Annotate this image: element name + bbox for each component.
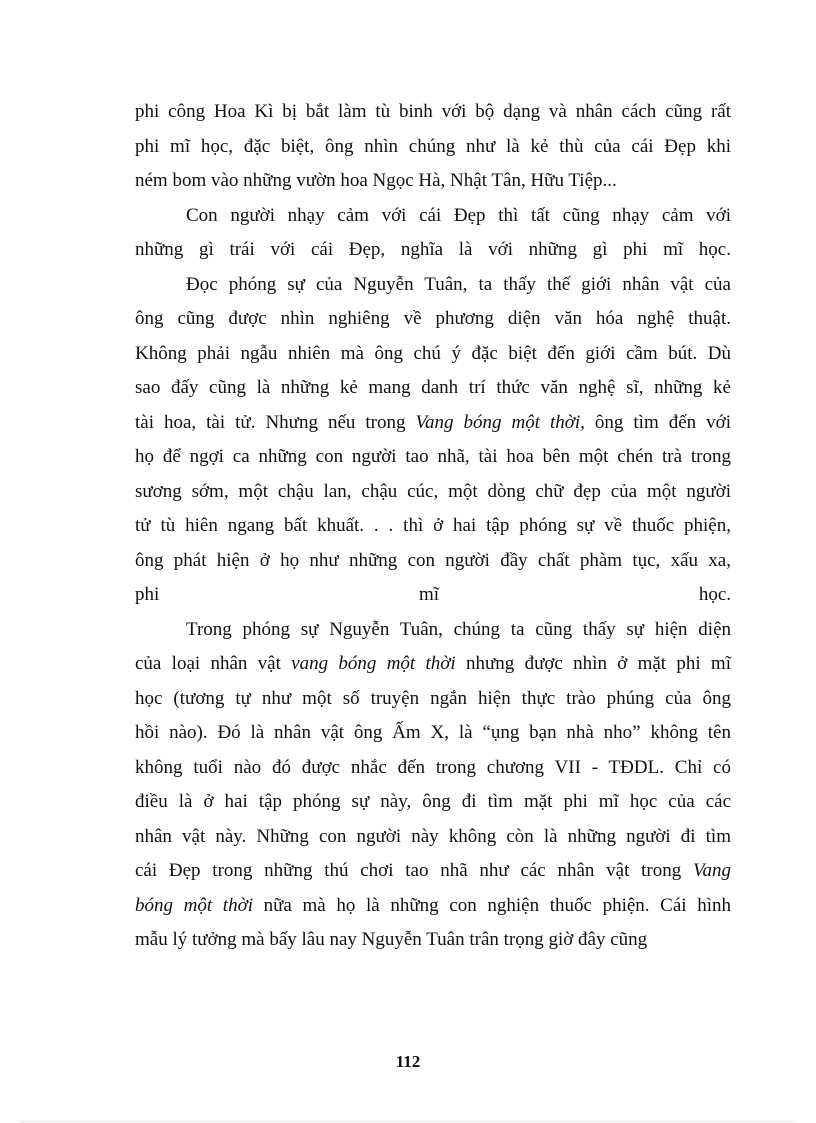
italic-title: vang bóng một thời: [291, 653, 456, 674]
text-line: những gì trái với cái Đẹp, nghĩa là với những gì phi mĩ học.: [135, 239, 731, 260]
page-number: 112: [395, 1052, 421, 1071]
text-line-spread: phi mĩ học.: [135, 584, 731, 605]
text-line: ông phát hiện ở họ như những con người đầy chất phàm tục, xấu xa,: [135, 549, 731, 571]
footer-divider: [20, 1121, 796, 1122]
text-line: Đọc phóng sự của Nguyễn Tuân, ta thấy thế giới nhân vật của: [186, 273, 731, 295]
italic-title: Vang bóng một thời,: [415, 411, 585, 433]
text-line: sương sớm, một chậu lan, chậu cúc, một dòng chữ đẹp của một người: [135, 480, 731, 502]
text-line: bóng một thời nữa mà họ là những con nghiện thuốc phiện. Cái hình: [135, 894, 731, 916]
italic-title: Vang: [693, 860, 731, 881]
text-line: nhân vật này. Những con người này không còn là những người đi tìm: [135, 825, 731, 847]
text-line: ném bom vào những vườn hoa Ngọc Hà, Nhật Tân, Hữu Tiệp...: [135, 170, 617, 191]
text-line: Trong phóng sự Nguyễn Tuân, chúng ta cũng thấy sự hiện diện: [186, 618, 731, 640]
text-line: của loại nhân vật vang bóng một thời nhưng được nhìn ở mặt phi mĩ: [135, 653, 731, 674]
italic-title: bóng một thời: [135, 894, 253, 916]
text-line: tử tù hiên ngang bất khuất. . . thì ở hai tập phóng sự về thuốc phiện,: [135, 515, 731, 536]
text-line: học (tương tự như một số truyện ngắn hiện thực trào phúng của ông: [135, 687, 731, 709]
text-line: mẫu lý tưởng mà bấy lâu nay Nguyễn Tuân trân trọng giờ đây cũng: [135, 929, 648, 950]
text-line: cái Đẹp trong những thú chơi tao nhã như các nhân vật trong Vang: [135, 860, 731, 881]
text-line: sao đấy cũng là những kẻ mang danh trí thức văn nghệ sĩ, những kẻ: [135, 377, 731, 398]
text-line: Không phải ngẫu nhiên mà ông chú ý đặc biệt đến giới cầm bút. Dù: [135, 342, 731, 364]
text-line: phi mĩ học, đặc biệt, ông nhìn chúng như là kẻ thù của cái Đẹp khi: [135, 135, 731, 157]
text-line: tài hoa, tài tử. Nhưng nếu trong Vang bóng một thời, ông tìm đến với: [135, 411, 731, 433]
text-line: phi công Hoa Kì bị bắt làm tù binh với bộ dạng và nhân cách cũng rất: [135, 101, 731, 122]
text-line: hồi nào). Đó là nhân vật ông Ấm X, là “ụng bạn nhà nho” không tên: [135, 722, 731, 743]
text-line: ông cũng được nhìn nghiêng về phương diện văn hóa nghệ thuật.: [135, 308, 731, 329]
text-line: điều là ở hai tập phóng sự này, ông đi tìm mặt phi mĩ học của các: [135, 791, 731, 812]
text-line: Con người nhạy cảm với cái Đẹp thì tất cũng nhạy cảm với: [186, 204, 731, 226]
body-text: [135, 95, 731, 958]
text-line: không tuổi nào đó được nhắc đến trong chương VII - TĐDL. Chỉ có: [135, 756, 731, 778]
text-line: họ để ngợi ca những con người tao nhã, tài hoa bên một chén trà trong: [135, 446, 731, 467]
